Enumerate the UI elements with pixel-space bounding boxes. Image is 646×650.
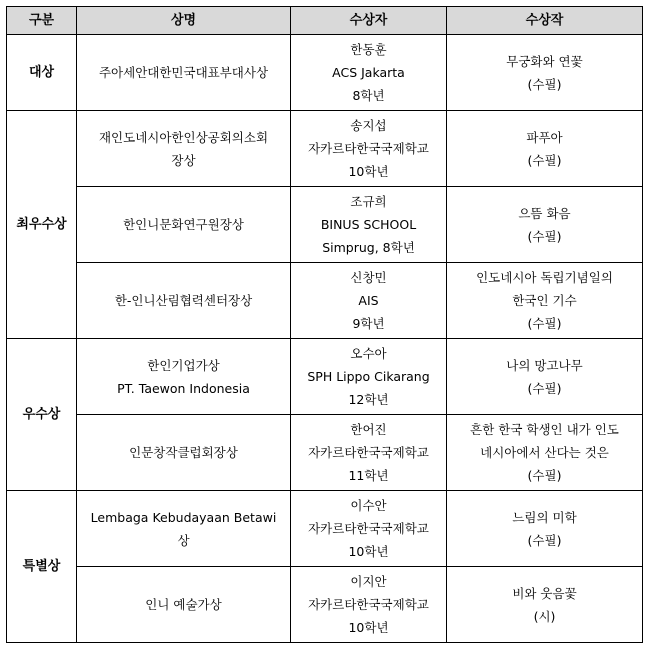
work-cell: 비와 웃음꽃 (시) [447,567,643,643]
award-cell: 인니 예술가상 [77,567,291,643]
award-cell: Lembaga Kebudayaan Betawi 상 [77,491,291,567]
award-cell: 한-인니산림협력센터장상 [77,263,291,339]
award-cell: 주아세안대한민국대표부대사상 [77,35,291,111]
winner-cell: 송지섭 자카르타한국국제학교 10학년 [291,111,447,187]
category-cell: 우수상 [7,339,77,491]
header-award: 상명 [77,7,291,35]
table-row [7,263,643,339]
table-row [7,339,643,415]
table-row [7,35,643,111]
table-row [7,187,643,263]
award-cell: 인문창작클럽회장상 [77,415,291,491]
work-cell: 인도네시아 독립기념일의 한국인 기수 (수필) [447,263,643,339]
winner-cell: 조규희 BINUS SCHOOL Simprug, 8학년 [291,187,447,263]
header-winner: 수상자 [291,7,447,35]
work-cell: 느림의 미학 (수필) [447,491,643,567]
table-row [7,491,643,567]
winner-cell: 한동훈 ACS Jakarta 8학년 [291,35,447,111]
winner-cell: 이수안 자카르타한국국제학교 10학년 [291,491,447,567]
work-cell: 파푸아 (수필) [447,111,643,187]
winner-cell: 오수아 SPH Lippo Cikarang 12학년 [291,339,447,415]
winner-cell: 이지안 자카르타한국국제학교 10학년 [291,567,447,643]
table-row [7,111,643,187]
category-cell: 특별상 [7,491,77,643]
award-cell: 재인도네시아한인상공회의소회 장상 [77,111,291,187]
table-row [7,415,643,491]
awards-table [6,6,643,643]
winner-cell: 한어진 자카르타한국국제학교 11학년 [291,415,447,491]
winner-cell: 신창민 AIS 9학년 [291,263,447,339]
category-cell: 대상 [7,35,77,111]
header-work: 수상작 [447,7,643,35]
header-row [7,7,643,35]
table-row [7,567,643,643]
work-cell: 나의 망고나무 (수필) [447,339,643,415]
award-cell: 한인기업가상 PT. Taewon Indonesia [77,339,291,415]
award-cell: 한인니문화연구원장상 [77,187,291,263]
work-cell: 무궁화와 연꽃 (수필) [447,35,643,111]
header-category: 구분 [7,7,77,35]
work-cell: 으뜸 화음 (수필) [447,187,643,263]
category-cell: 최우수상 [7,111,77,339]
work-cell: 흔한 한국 학생인 내가 인도 네시아에서 산다는 것은 (수필) [447,415,643,491]
